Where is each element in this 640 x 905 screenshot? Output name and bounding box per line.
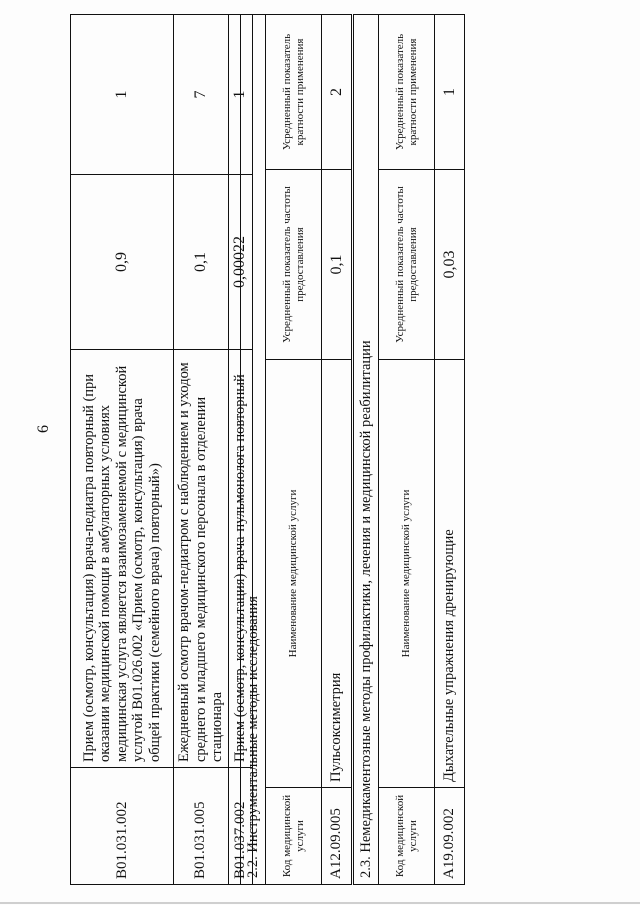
table-row — [435, 14, 465, 884]
header-name: Наименование медицинской услуги — [266, 360, 322, 788]
service-name: Дыхательные упражнения дренирующие — [435, 360, 465, 788]
service-code: В01.031.002 — [71, 768, 174, 885]
non-drug-methods-table — [353, 14, 465, 885]
rotated-content — [70, 15, 458, 885]
service-name: Прием (осмотр, консультация) врача-пульмонолога повторный — [228, 350, 252, 768]
multiplicity-value: 7 — [174, 15, 229, 175]
service-name: Пульсоксиметрия — [322, 360, 352, 788]
header-multiplicity: Усредненный показатель кратности применения — [379, 14, 435, 169]
frequency-value: 0,03 — [435, 170, 465, 360]
header-code: Код медицинской услуги — [266, 788, 322, 885]
frequency-value: 0,1 — [322, 170, 352, 360]
multiplicity-value: 1 — [71, 15, 174, 175]
multiplicity-value: 1 — [228, 15, 252, 175]
table-header-row — [266, 14, 322, 884]
multiplicity-value: 1 — [435, 14, 465, 169]
table-header-row — [379, 14, 435, 884]
multiplicity-value: 2 — [322, 14, 352, 169]
header-code: Код медицинской услуги — [379, 788, 435, 885]
service-name: Ежедневный осмотр врачом-педиатром с наблюдением и уходом среднего и младшего медицинского персонала в отделении стационара — [174, 350, 229, 768]
service-code: А12.09.005 — [322, 788, 352, 885]
header-frequency: Усредненный показатель частоты предоставления — [379, 170, 435, 360]
section-title: 2.2. Инструментальные методы исследования — [241, 14, 266, 884]
section-title: 2.3. Немедикаментозные методы профилактики, лечения и медицинской реабилитации — [354, 14, 379, 884]
instrumental-methods-table — [240, 14, 352, 885]
header-frequency: Усредненный показатель частоты предоставления — [266, 170, 322, 360]
page-number: 6 — [35, 425, 52, 433]
services-table-continuation — [70, 14, 253, 885]
frequency-value: 0,00022 — [228, 175, 252, 350]
table-row — [174, 15, 229, 885]
header-name: Наименование медицинской услуги — [379, 360, 435, 788]
table-row — [322, 14, 352, 884]
frequency-value: 0,9 — [71, 175, 174, 350]
frequency-value: 0,1 — [174, 175, 229, 350]
table-row — [71, 15, 174, 885]
header-multiplicity: Усредненный показатель кратности применения — [266, 14, 322, 169]
service-code: А19.09.002 — [435, 788, 465, 885]
service-code: В01.037.002 — [228, 768, 252, 885]
service-code: В01.031.005 — [174, 768, 229, 885]
scan-edge-line — [0, 902, 640, 904]
service-name: Прием (осмотр, консультация) врача-педиатра повторный (при оказании медицинской помощи в амбулаторных условиях медицинская услуга является взаимозаменяемой с медицинской услугой В01.026.002 «Прием (осмотр, консультация) врача общей практики (семейного врача) повторный») — [71, 350, 174, 768]
